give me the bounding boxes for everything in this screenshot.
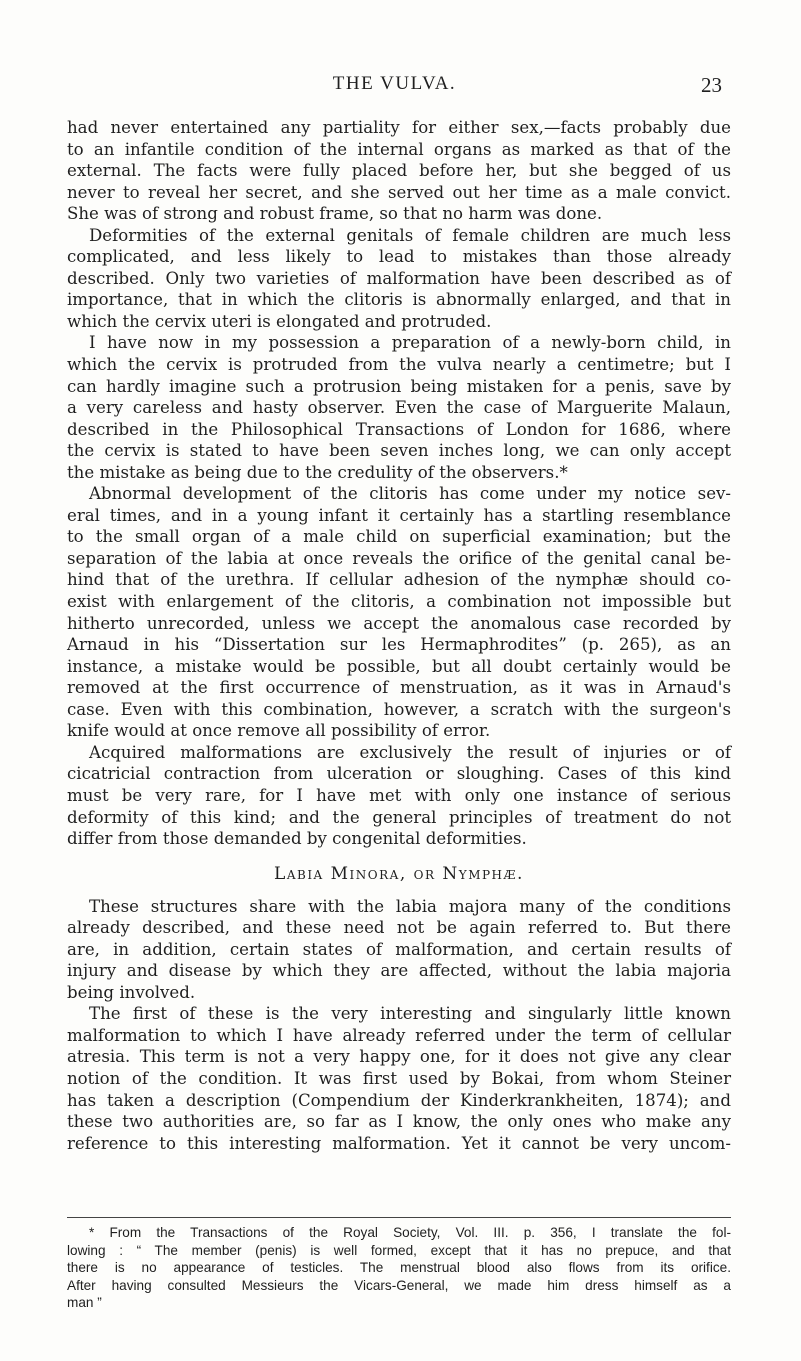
text-line: external. The facts were fully placed before her, but she begged of us: [67, 161, 731, 181]
text-line: had never entertained any partiality for either sex,—facts probably due: [67, 118, 731, 137]
text-line: has taken a description (Compendium der Kinderkrankheiten, 1874); and: [67, 1090, 731, 1110]
text-line: already described, and these need not be again referred to. But there: [67, 918, 731, 938]
footnote-line: lowing : “ The member (penis) is well formed, except that it has no prepuce, and that: [67, 1242, 731, 1258]
text-line: can hardly imagine such a protrusion being mistaken for a penis, save by: [67, 376, 731, 396]
text-line: described in the Philosophical Transactions of London for 1686, where: [67, 419, 731, 439]
text-line: instance, a mistake would be possible, but all doubt certainly would be: [67, 656, 731, 676]
text-line: injury and disease by which they are affected, without the labia majoria: [67, 961, 731, 981]
text-line: differ from those demanded by congenital deformities.: [67, 829, 527, 849]
text-line: to an infantile condition of the internal organs as marked as that of the: [67, 139, 731, 159]
text-line: are, in addition, certain states of malformation, and certain results of: [67, 939, 731, 959]
text-line: eral times, and in a young infant it certainly has a startling resemblance: [67, 505, 731, 525]
text-line: which the cervix is protruded from the vulva nearly a centimetre; but I: [67, 355, 731, 375]
text-line: removed at the first occurrence of menstruation, as it was in Arnaud's: [67, 678, 731, 698]
text-line: She was of strong and robust frame, so that no harm was done.: [67, 204, 603, 224]
text-line: hind that of the urethra. If cellular adhesion of the nymphæ should co-: [67, 570, 731, 590]
footnote-line: * From the Transactions of the Royal Society, Vol. III. p. 356, I translate the fol-: [89, 1225, 731, 1240]
text-line: these two authorities are, so far as I know, the only ones who make any: [67, 1112, 731, 1132]
footnote-line: After having consulted Messieurs the Vicars-General, we made him dress himself as a: [67, 1277, 731, 1293]
text-line: malformation to which I have already referred under the term of cellular: [67, 1025, 731, 1045]
text-line: notion of the condition. It was first used by Bokai, from whom Steiner: [67, 1068, 731, 1088]
text-line: case. Even with this combination, however, a scratch with the surgeon's: [67, 699, 731, 719]
text-line: Deformities of the external genitals of female children are much less: [89, 225, 731, 245]
text-line: a very careless and hasty observer. Even the case of Marguerite Malaun,: [67, 398, 731, 418]
running-head: [67, 73, 722, 97]
text-line: described. Only two varieties of malformation have been described as of: [67, 268, 731, 288]
page-number: 23: [701, 73, 722, 97]
text-line: exist with enlargement of the clitoris, a combination not impossible but: [67, 592, 731, 612]
footnote-divider: [67, 1217, 731, 1218]
text-line: Acquired malformations are exclusively the result of injuries or of: [89, 742, 731, 762]
text-line: The first of these is the very interesting and singularly little known: [89, 1004, 731, 1024]
text-line: separation of the labia at once reveals the orifice of the genital canal be-: [67, 548, 731, 568]
text-line: complicated, and less likely to lead to mistakes than those already: [67, 247, 731, 267]
text-line: the mistake as being due to the credulity of the observers.*: [67, 462, 568, 482]
text-line: Arnaud in his “Dissertation sur les Hermaphrodites” (p. 265), as an: [67, 635, 731, 655]
body-text: [67, 117, 731, 1154]
text-line: which the cervix uteri is elongated and protruded.: [67, 311, 492, 331]
text-line: reference to this interesting malformation. Yet it cannot be very uncom-: [67, 1133, 731, 1153]
text-line: knife would at once remove all possibility of error.: [67, 721, 491, 741]
text-line: Abnormal development of the clitoris has come under my notice sev-: [89, 484, 731, 504]
text-line: hitherto unrecorded, unless we accept the anomalous case recorded by: [67, 613, 731, 633]
footnote-line: there is no appearance of testicles. The menstrual blood also flows from its orifice.: [67, 1260, 731, 1276]
text-line: must be very rare, for I have met with only one instance of serious: [67, 785, 731, 805]
text-line: the cervix is stated to have been seven inches long, we can only accept: [67, 441, 731, 461]
text-line: I have now in my possession a preparation of a newly-born child, in: [89, 333, 731, 353]
section-heading: Labia Minora, or Nymphæ.: [274, 863, 524, 884]
text-line: These structures share with the labia majora many of the conditions: [89, 896, 731, 916]
text-line: importance, that in which the clitoris is abnormally enlarged, and that in: [67, 290, 731, 310]
text-line: cicatricial contraction from ulceration or sloughing. Cases of this kind: [67, 764, 731, 784]
running-title: THE VULVA.: [332, 73, 457, 94]
text-line: deformity of this kind; and the general principles of treatment do not: [67, 807, 731, 827]
footnote-line: man ”: [67, 1295, 102, 1311]
text-line: never to reveal her secret, and she served out her time as a male convict.: [67, 182, 731, 202]
text-line: to the small organ of a male child on superficial examination; but the: [67, 527, 731, 547]
text-line: atresia. This term is not a very happy one, for it does not give any clear: [67, 1047, 731, 1067]
text-line: being involved.: [67, 982, 196, 1002]
footnote: [67, 1224, 731, 1312]
